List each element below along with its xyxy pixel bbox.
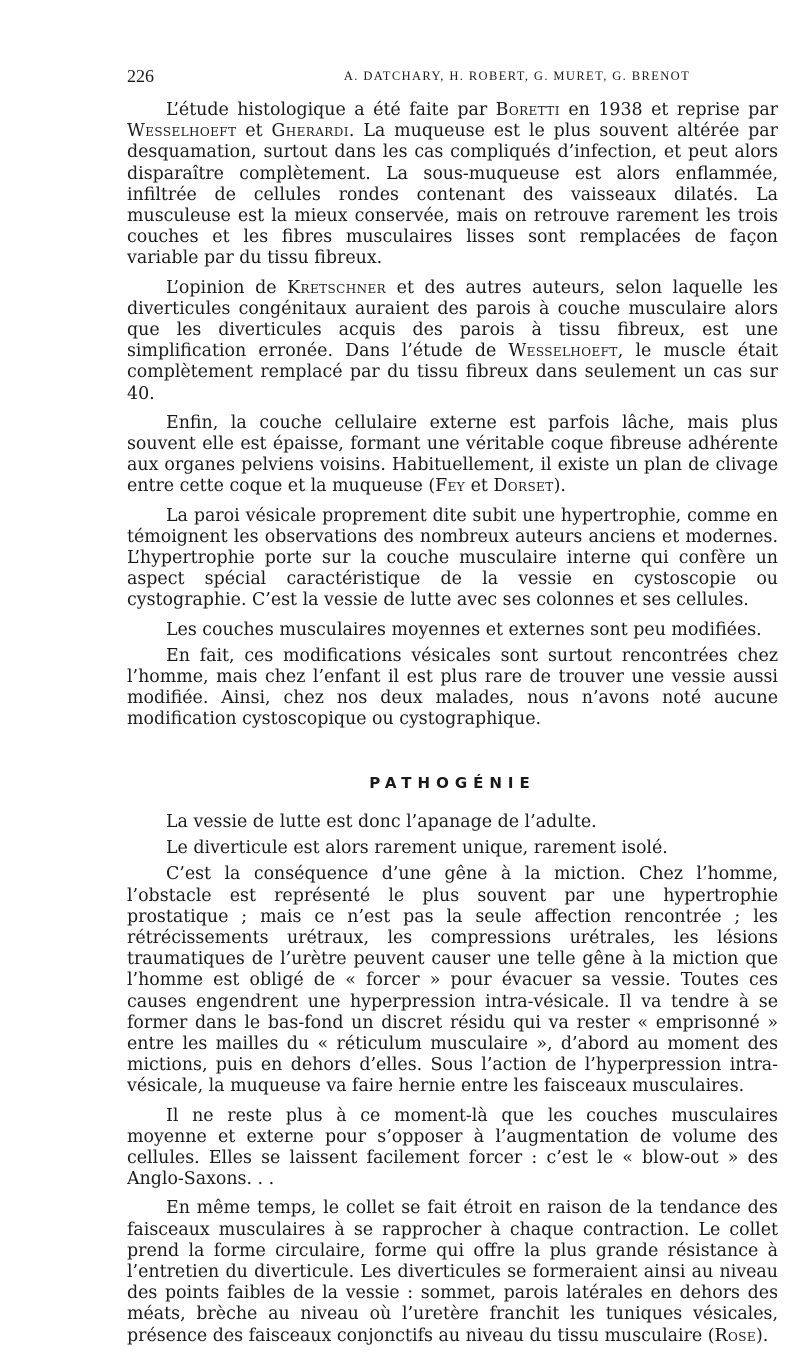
paragraph-consequence: C’est la conséquence d’une gêne à la miction. Chez l’homme, l’obstacle est représenté le plus souvent par une hypertrophie prostatique ; mais ce n’est pas la seule affection rencontrée ; les rétrécissements urétraux, les compressions urétrales, les lésions traumatiques de l’urètre peuvent causer une telle gêne à la miction que l’homme est obligé de « forcer » pour évacuer sa vessie. Toutes ces causes engendrent une hyperpression intra-vésicale. Il va tendre à se former dans le bas-fond un discret résidu qui va rester « emprisonné » entre les mailles du « réticulum musculaire », d’abord au moment des mictions, puis en dehors d’elles. Sous l’action de l’hyperpression intra-vésicale, la muqueuse va faire hernie entre les faisceaux musculaires.	[127, 864, 778, 1097]
section-heading: PATHOGÉNIE	[369, 773, 536, 792]
paragraph-bladder-wall: La paroi vésicale proprement dite subit une hypertrophie, comme en témoignent les observations des nombreux auteurs anciens et modernes. L’hypertrophie porte sur la couche musculaire interne qui confère un aspect spécial caractéristique de la vessie en cystoscopie ou cystographie. C’est la vessie de lutte avec ses colonnes et ses cellules.	[127, 505, 778, 611]
author-name: Gherardi	[271, 121, 349, 142]
paragraph-adult: La vessie de lutte est donc l’apanage de l’adulte.	[166, 811, 597, 832]
author-name: Rose	[714, 1325, 757, 1346]
author-name: Boretti	[495, 100, 560, 120]
author-name: Kretschner	[287, 277, 387, 298]
paragraph-blow-out: Il ne reste plus à ce moment-là que les couches musculaires moyenne et externe pour s’opposer à l’augmentation de volume des cellules. Elles se laissent facilement forcer : c’est le « blow-out » des Anglo-Saxons. . .	[127, 1105, 778, 1190]
paragraph-collar: En même temps, le collet se fait étroit en raison de la tendance des faisceaux musculaires à se rapprocher à chaque contraction. Le collet prend la forme circulaire, forme qui offre la plus grande résistance à l’entretien du diverticule. Les diverticules se formeraient ainsi au niveau des points faibles de la vessie : sommet, parois latérales en dehors des méats, brèche au niveau où l’uretère franchit les tuniques vésicales, présence des faisceaux conjonctifs au niveau du tissu musculaire (Rose).	[127, 1198, 778, 1346]
paragraph-histology: L’étude histologique a été faite par Boretti en 1938 et reprise par Wesselhoeft et Gherardi. La muqueuse est le plus souvent altérée par desquamation, surtout dans les cas compliqués d’infection, et peut alors disparaître complètement. La sous-muqueuse est alors enflammée, infiltrée de cellules rondes contenant des vaisseaux dilatés. La musculeuse est la mieux conservée, mais on retrouve rarement les trois couches et les fibres musculaires lisses sont remplacées de façon variable par du tissu fibreux.	[127, 100, 778, 269]
page-number: 226	[127, 66, 154, 86]
paragraph-opinion: L’opinion de Kretschner et des autres auteurs, selon laquelle les diverticules congénitaux auraient des parois à couche musculaire alors que les diverticules acquis des parois à tissu fibreux, est une simplification erronée. Dans l’étude de Wesselhoeft, le muscle était complètement remplacé par du tissu fibreux dans seulement un cas sur 40.	[127, 277, 778, 404]
author-name: Wesselhoeft	[508, 341, 618, 362]
paragraph-diverticulum: Le diverticule est alors rarement unique, rarement isolé.	[166, 838, 668, 859]
author-name: Fey	[435, 476, 466, 497]
page-header	[127, 66, 777, 92]
author-name: Dorset	[493, 476, 554, 497]
body-text	[127, 100, 778, 1355]
author-name: Wesselhoeft	[127, 121, 237, 142]
paragraph-muscle-layers: Les couches musculaires moyennes et externes sont peu modifiées.	[166, 619, 762, 640]
paragraph-outer-layer: Enfin, la couche cellulaire externe est parfois lâche, mais plus souvent elle est épaisse, formant une véritable coque fibreuse adhérente aux organes pelviens voisins. Habituellement, il existe un plan de clivage entre cette coque et la muqueuse (Fey et Dorset).	[127, 412, 778, 497]
paragraph-modifications: En fait, ces modifications vésicales sont surtout rencontrées chez l’homme, mais chez l’enfant il est plus rare de trouver une vessie aussi modifiée. Ainsi, chez nos deux malades, nous n’avons noté aucune modification cystoscopique ou cystographique.	[127, 645, 778, 730]
running-head: A. DATCHARY, H. ROBERT, G. MURET, G. BRENOT	[343, 69, 691, 83]
